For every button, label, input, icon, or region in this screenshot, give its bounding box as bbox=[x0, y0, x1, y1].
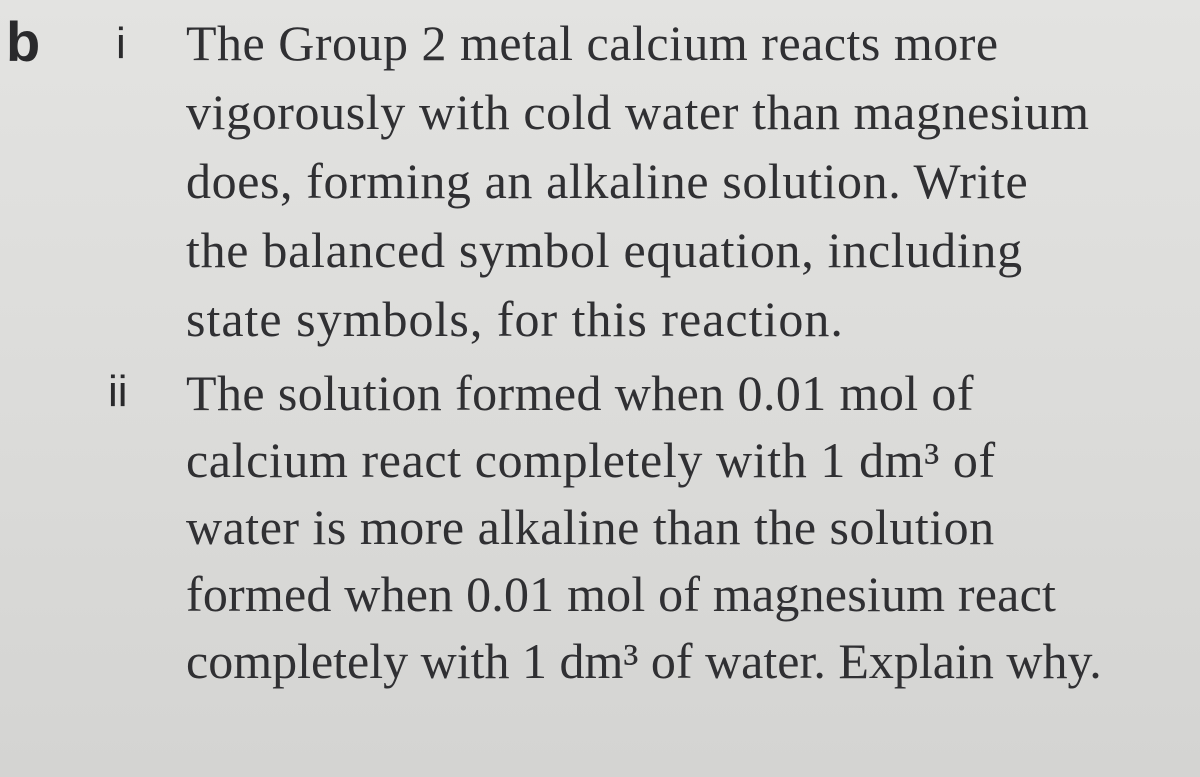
question-ii-line: completely with 1 dm³ of water. Explain why. bbox=[186, 633, 1102, 689]
question-i-line: the balanced symbol equation, including bbox=[186, 222, 1023, 278]
question-i-line: does, forming an alkaline solution. Write bbox=[186, 153, 1029, 209]
question-ii-line: water is more alkaline than the solution bbox=[186, 499, 995, 555]
question-ii-line: formed when 0.01 mol of magnesium react bbox=[186, 566, 1057, 622]
question-i-line: state symbols, for this reaction. bbox=[186, 291, 844, 347]
question-number-ii: ii bbox=[108, 367, 128, 416]
question-ii-line: The solution formed when 0.01 mol of bbox=[186, 365, 974, 421]
question-i-text bbox=[186, 15, 1090, 363]
question-i-line: vigorously with cold water than magnesium bbox=[186, 84, 1090, 140]
question-ii-text bbox=[186, 365, 1102, 703]
question-i-line: The Group 2 metal calcium reacts more bbox=[186, 15, 999, 71]
question-ii-line: calcium react completely with 1 dm³ of bbox=[186, 432, 996, 488]
part-label: b bbox=[6, 10, 41, 73]
question-number-i: i bbox=[116, 19, 126, 68]
